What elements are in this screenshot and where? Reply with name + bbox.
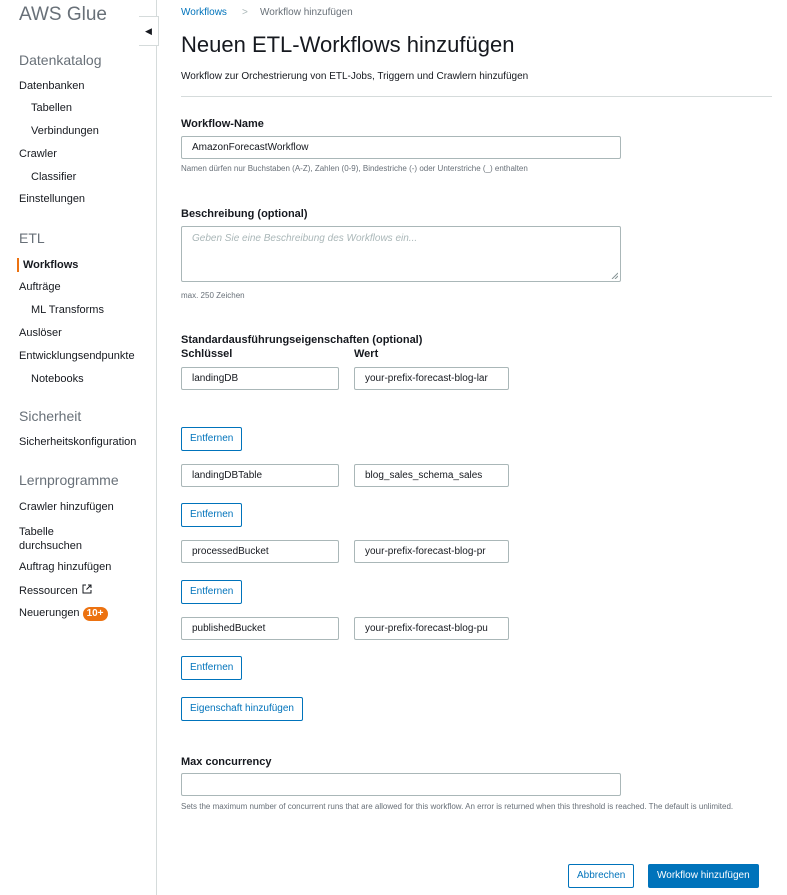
property-value-input[interactable]: your-prefix-forecast-blog-pr — [354, 540, 509, 563]
sidebar-item-notebooks[interactable]: Notebooks — [31, 373, 84, 385]
ressourcen-label: Ressourcen — [19, 585, 78, 597]
max-concurrency-hint: Sets the maximum number of concurrent runs that are allowed for this workflow. An error is returned when this threshold is reached. The default is unlimited. — [181, 802, 734, 811]
sidebar-item-auftraege[interactable]: Aufträge — [19, 281, 61, 293]
page-subtitle: Workflow zur Orchestrierung von ETL-Jobs, Triggern und Crawlern hinzufügen — [181, 71, 529, 82]
sidebar-item-crawler[interactable]: Crawler — [19, 148, 57, 160]
sidebar-item-tabelle-durchsuchen[interactable] — [19, 525, 157, 553]
description-label: Beschreibung (optional) — [181, 208, 308, 220]
sidebar-item-workflows[interactable]: Workflows — [23, 259, 79, 271]
description-textarea[interactable] — [181, 226, 621, 282]
breadcrumb-workflows-link[interactable]: Workflows — [181, 7, 227, 18]
sidebar-item-verbindungen[interactable]: Verbindungen — [31, 125, 99, 137]
app-title: AWS Glue — [19, 4, 107, 25]
property-key-input[interactable]: publishedBucket — [181, 617, 339, 640]
remove-property-button[interactable]: Entfernen — [181, 427, 242, 451]
description-placeholder: Geben Sie eine Beschreibung des Workflows ein... — [192, 233, 418, 244]
sidebar-item-auftrag-hinzufuegen[interactable]: Auftrag hinzufügen — [19, 561, 112, 573]
properties-label: Standardausführungseigenschaften (optional) — [181, 334, 423, 346]
remove-property-button[interactable]: Entfernen — [181, 580, 242, 604]
resize-grip-icon[interactable] — [611, 272, 618, 279]
sidebar-item-crawler-hinzufuegen[interactable]: Crawler hinzufügen — [19, 501, 114, 513]
neuerungen-badge: 10+ — [83, 607, 108, 621]
sidebar-item-sicherheitskonfiguration[interactable]: Sicherheitskonfiguration — [19, 436, 137, 448]
sidebar-item-tabellen[interactable]: Tabellen — [31, 102, 72, 114]
property-key-input[interactable]: landingDBTable — [181, 464, 339, 487]
breadcrumb-separator: > — [242, 7, 248, 18]
external-link-icon — [82, 584, 92, 594]
remove-property-button[interactable]: Entfernen — [181, 656, 242, 680]
max-concurrency-input[interactable] — [181, 773, 621, 796]
property-value-input[interactable]: your-prefix-forecast-blog-lar — [354, 367, 509, 390]
workflow-name-input[interactable]: AmazonForecastWorkflow — [181, 136, 621, 159]
header-divider — [181, 96, 772, 97]
workflow-name-hint: Namen dürfen nur Buchstaben (A-Z), Zahlen (0-9), Bindestriche (-) oder Unterstriche (_) enthalten — [181, 164, 528, 173]
add-workflow-button[interactable]: Workflow hinzufügen — [648, 864, 759, 888]
caret-left-icon: ◀ — [145, 25, 152, 36]
section-lernprogramme: Lernprogramme — [19, 472, 119, 488]
section-sicherheit: Sicherheit — [19, 408, 82, 424]
sidebar-item-ml-transforms[interactable]: ML Transforms — [31, 304, 104, 316]
section-datenkatalog: Datenkatalog — [19, 52, 102, 68]
workflow-name-label: Workflow-Name — [181, 118, 264, 130]
tabelle-line2: durchsuchen — [19, 540, 82, 552]
property-key-input[interactable]: processedBucket — [181, 540, 339, 563]
page-title: Neuen ETL-Workflows hinzufügen — [181, 32, 515, 57]
tabelle-line1: Tabelle — [19, 526, 54, 538]
property-key-input[interactable]: landingDB — [181, 367, 339, 390]
sidebar-item-einstellungen[interactable]: Einstellungen — [19, 193, 86, 205]
remove-property-button[interactable]: Entfernen — [181, 503, 242, 527]
property-value-input[interactable]: blog_sales_schema_sales — [354, 464, 509, 487]
sidebar-nav — [0, 0, 157, 895]
sidebar-item-classifier[interactable]: Classifier — [31, 171, 77, 183]
key-column-header: Schlüssel — [181, 348, 233, 360]
sidebar-item-neuerungen[interactable] — [19, 607, 157, 621]
description-hint: max. 250 Zeichen — [181, 291, 245, 300]
sidebar-item-ressourcen[interactable] — [19, 584, 157, 597]
max-concurrency-label: Max concurrency — [181, 756, 272, 768]
cancel-button[interactable]: Abbrechen — [568, 864, 634, 888]
neuerungen-label: Neuerungen — [19, 607, 80, 619]
value-column-header: Wert — [354, 348, 379, 360]
sidebar-item-ausloeser[interactable]: Auslöser — [19, 327, 62, 339]
breadcrumb-current: Workflow hinzufügen — [260, 7, 353, 18]
section-etl: ETL — [19, 230, 45, 246]
sidebar-collapse-button[interactable] — [139, 16, 159, 46]
sidebar-item-datenbanken[interactable]: Datenbanken — [19, 80, 85, 92]
property-value-input[interactable]: your-prefix-forecast-blog-pu — [354, 617, 509, 640]
add-property-button[interactable]: Eigenschaft hinzufügen — [181, 697, 303, 721]
sidebar-item-entwicklungsendpunkte[interactable]: Entwicklungsendpunkte — [19, 350, 135, 362]
